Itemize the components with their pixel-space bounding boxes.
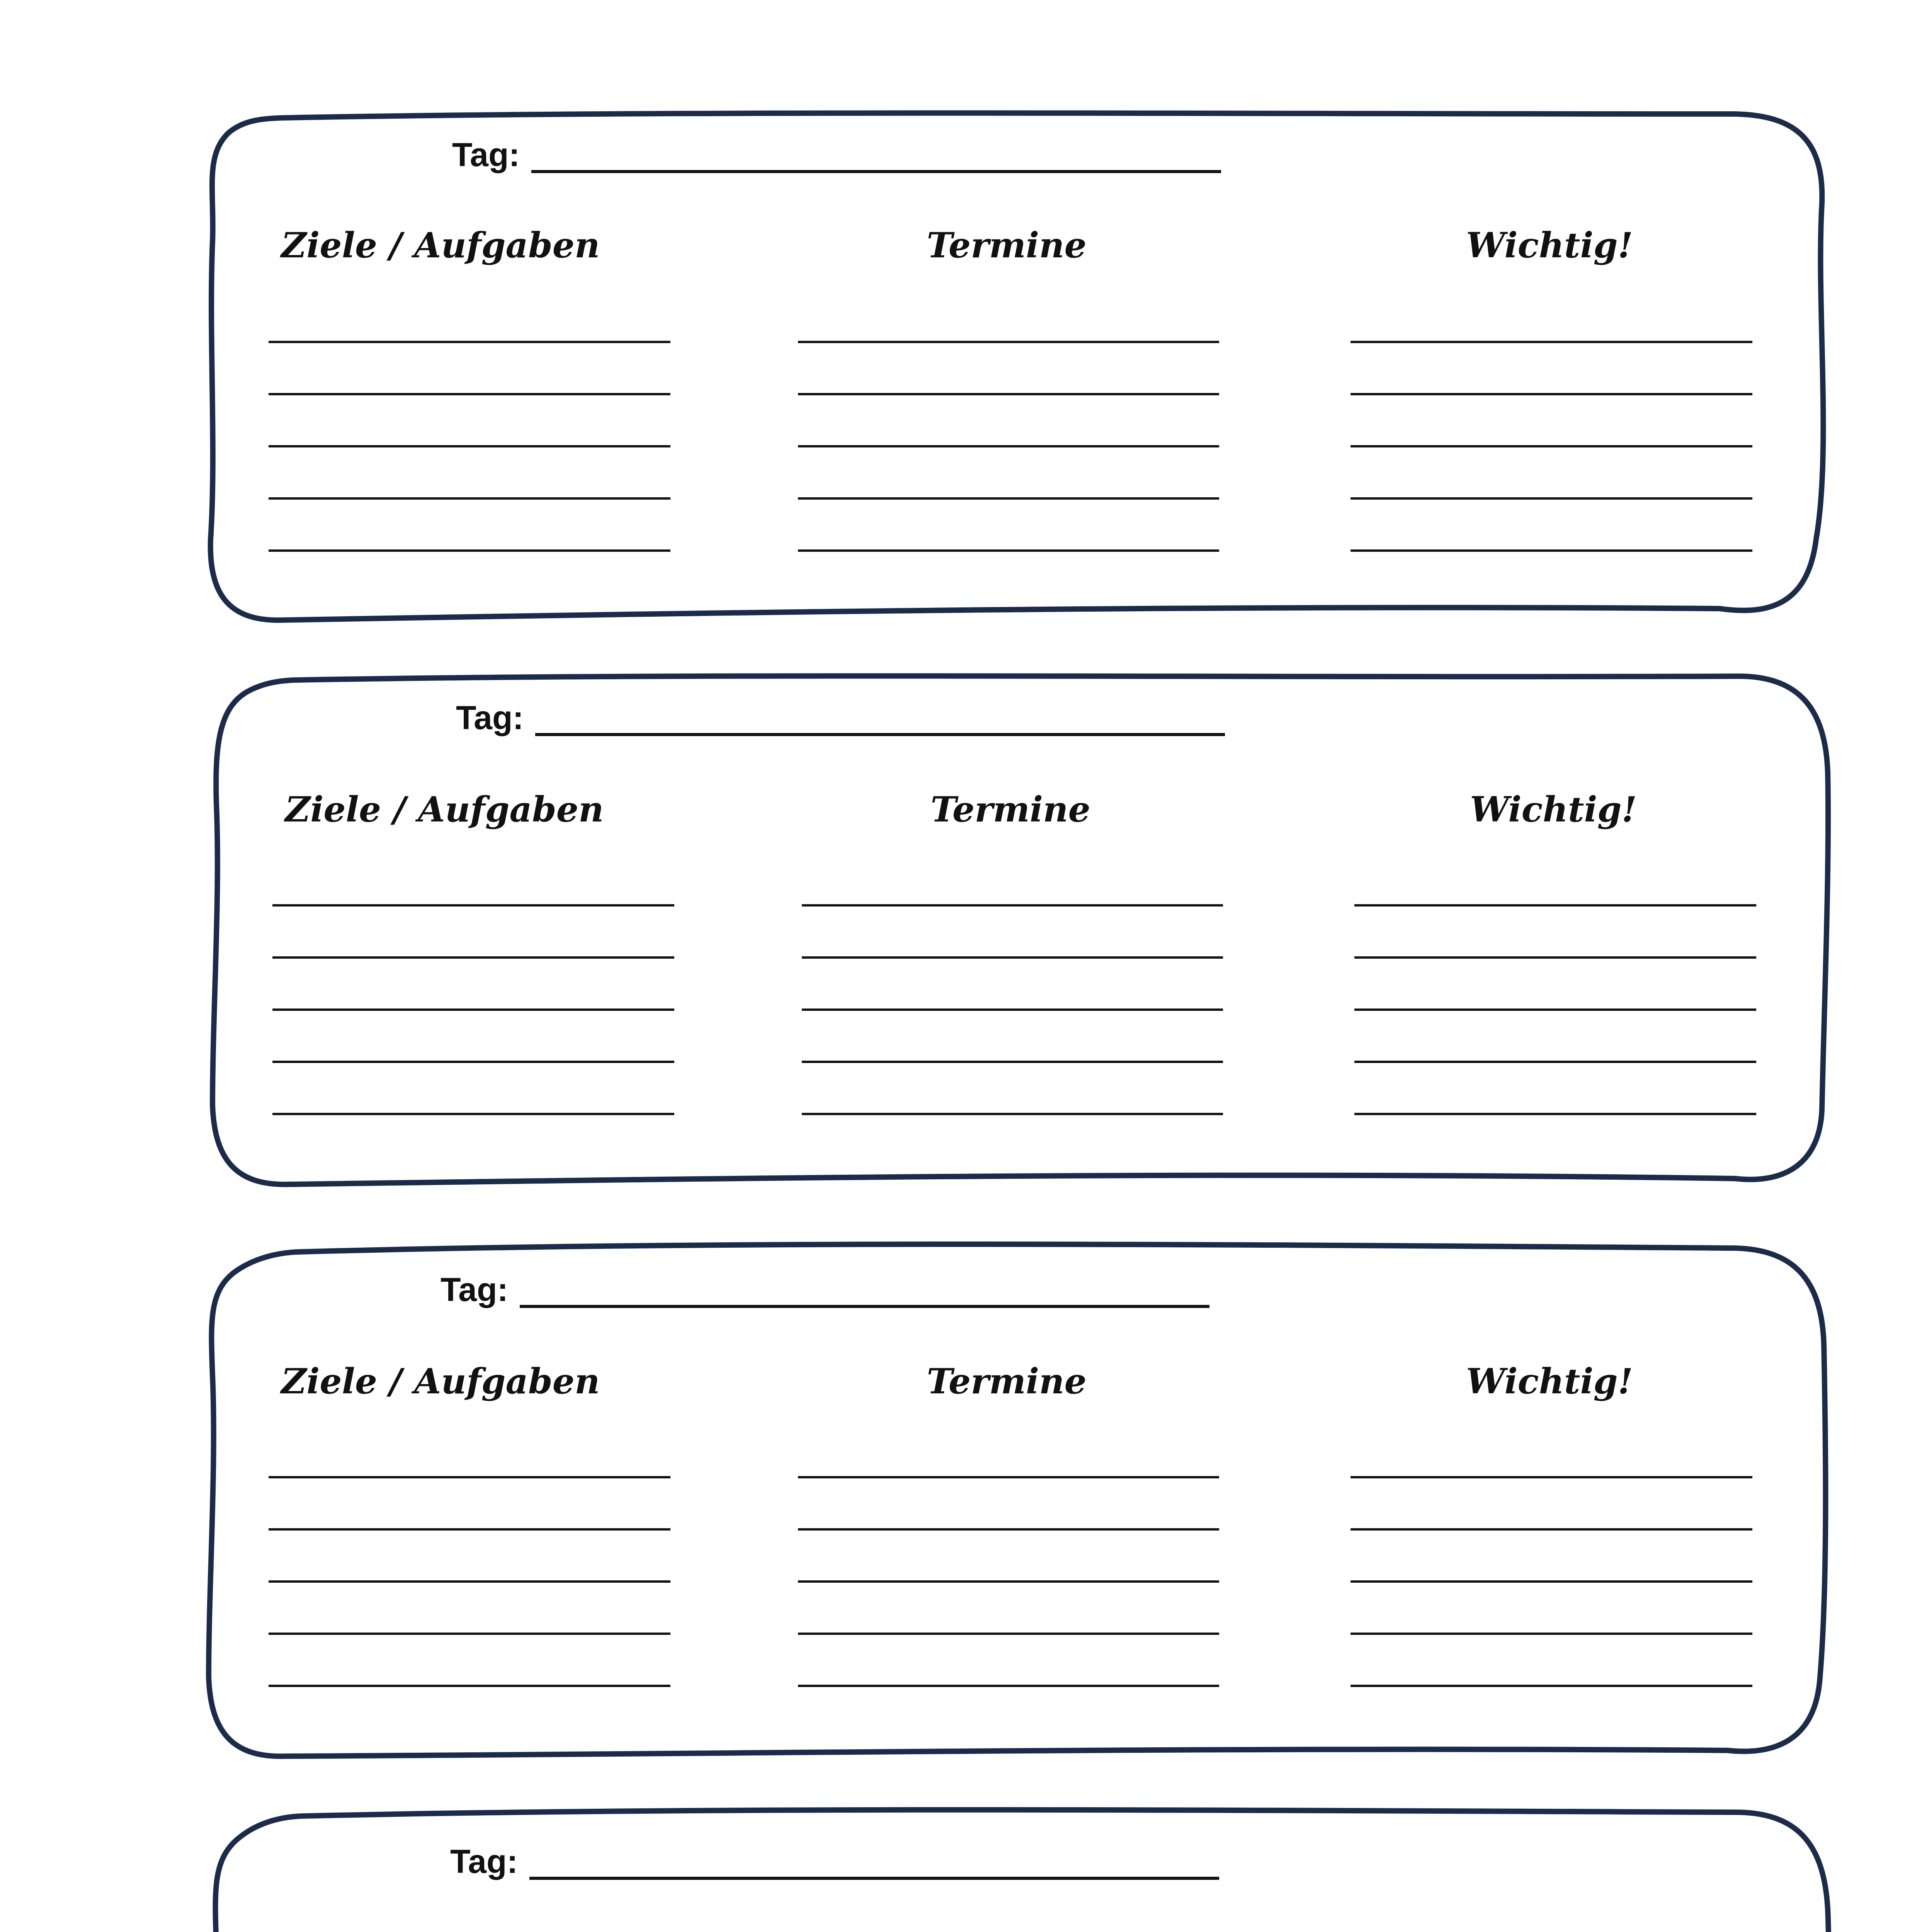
important-line[interactable] [1354, 1113, 1756, 1115]
appointment-line[interactable] [802, 1061, 1223, 1063]
card-frame [205, 102, 1828, 624]
goal-line[interactable] [272, 956, 674, 959]
day-date-input[interactable] [520, 1305, 1209, 1308]
important-line[interactable] [1351, 341, 1752, 343]
important-line[interactable] [1351, 445, 1752, 447]
day-label: Tag: [452, 136, 520, 173]
important-line[interactable] [1354, 1009, 1756, 1011]
day-card-4 [209, 1801, 1832, 1932]
appointment-line[interactable] [798, 497, 1219, 500]
important-line[interactable] [1351, 1528, 1752, 1531]
important-line[interactable] [1354, 1061, 1756, 1063]
column-heading-appointments: Termine [930, 789, 1090, 830]
goal-line[interactable] [269, 1528, 670, 1531]
column-heading-goals: Ziele / Aufgaben [285, 789, 604, 830]
appointment-line[interactable] [798, 445, 1219, 447]
important-line[interactable] [1351, 549, 1752, 552]
card-frame [205, 1236, 1828, 1762]
goal-line[interactable] [272, 1113, 674, 1115]
day-label: Tag: [456, 699, 524, 736]
appointment-line[interactable] [802, 956, 1223, 959]
column-heading-appointments: Termine [927, 225, 1087, 266]
column-heading-important: Wichtig! [1466, 225, 1633, 266]
goal-line[interactable] [272, 1061, 674, 1063]
goal-line[interactable] [269, 341, 670, 343]
goal-line[interactable] [272, 904, 674, 906]
goal-line[interactable] [269, 1685, 670, 1687]
important-line[interactable] [1351, 1476, 1752, 1478]
day-label: Tag: [450, 1843, 518, 1880]
card-frame [209, 665, 1832, 1190]
appointment-line[interactable] [798, 1580, 1219, 1583]
day-date-input[interactable] [529, 1877, 1219, 1880]
column-heading-goals: Ziele / Aufgaben [281, 225, 600, 266]
appointment-line[interactable] [798, 1685, 1219, 1687]
goal-line[interactable] [269, 1580, 670, 1583]
important-line[interactable] [1351, 393, 1752, 395]
appointment-line[interactable] [802, 1009, 1223, 1011]
appointment-line[interactable] [798, 1528, 1219, 1531]
important-line[interactable] [1351, 1580, 1752, 1583]
important-line[interactable] [1354, 904, 1756, 906]
important-line[interactable] [1351, 497, 1752, 500]
appointment-line[interactable] [798, 1633, 1219, 1635]
day-card-2 [209, 665, 1832, 1190]
appointment-line[interactable] [802, 1113, 1223, 1115]
appointment-line[interactable] [802, 904, 1223, 906]
goal-line[interactable] [269, 1476, 670, 1478]
goal-line[interactable] [269, 1633, 670, 1635]
column-heading-goals: Ziele / Aufgaben [281, 1361, 600, 1402]
appointment-line[interactable] [798, 393, 1219, 395]
column-heading-important: Wichtig! [1470, 789, 1637, 830]
day-date-input[interactable] [535, 733, 1225, 736]
goal-line[interactable] [269, 393, 670, 395]
column-heading-important: Wichtig! [1466, 1361, 1633, 1402]
goal-line[interactable] [269, 497, 670, 500]
goal-line[interactable] [269, 445, 670, 447]
important-line[interactable] [1351, 1685, 1752, 1687]
day-card-3 [205, 1236, 1828, 1762]
important-line[interactable] [1351, 1633, 1752, 1635]
day-card-1 [205, 102, 1828, 624]
appointment-line[interactable] [798, 1476, 1219, 1478]
day-label: Tag: [441, 1271, 509, 1308]
goal-line[interactable] [269, 549, 670, 552]
important-line[interactable] [1354, 956, 1756, 959]
appointment-line[interactable] [798, 341, 1219, 343]
column-heading-appointments: Termine [927, 1361, 1087, 1402]
day-date-input[interactable] [531, 170, 1221, 173]
goal-line[interactable] [272, 1009, 674, 1011]
appointment-line[interactable] [798, 549, 1219, 552]
